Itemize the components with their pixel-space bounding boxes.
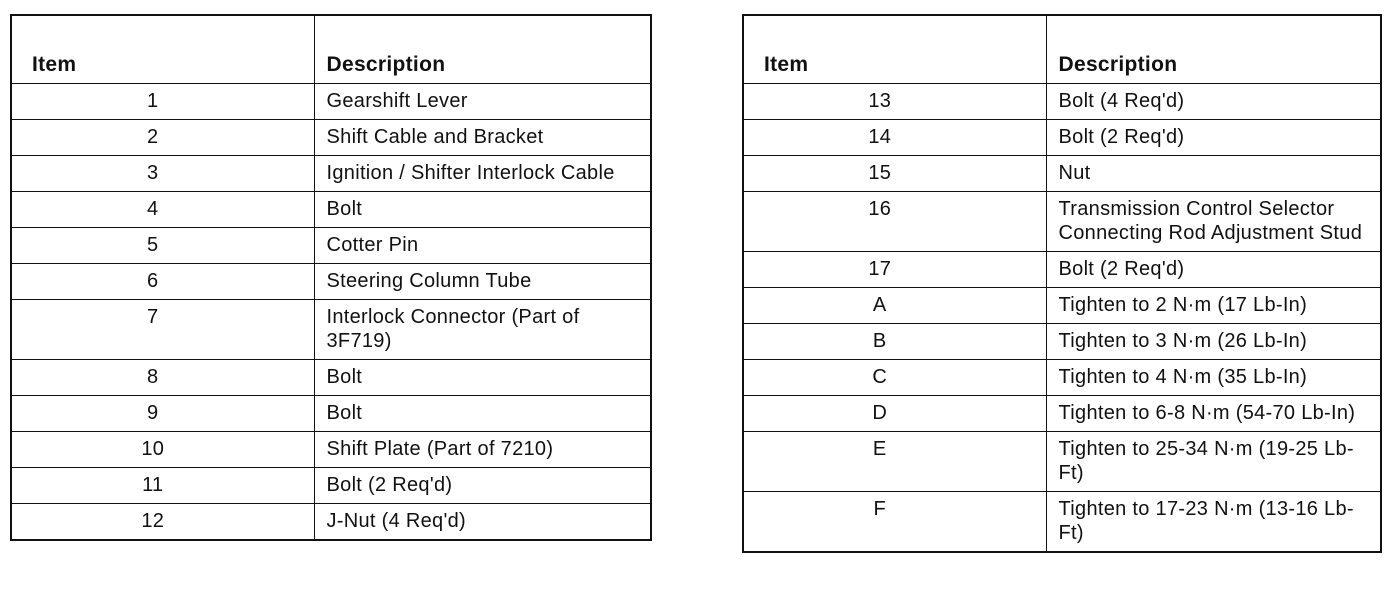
item-number: F bbox=[743, 491, 1046, 552]
parts-table-left bbox=[10, 14, 652, 541]
item-description: J-Nut (4 Req'd) bbox=[314, 503, 651, 540]
item-description: Cotter Pin bbox=[314, 227, 651, 263]
table-row bbox=[743, 251, 1381, 287]
item-description: Bolt (2 Req'd) bbox=[1046, 119, 1381, 155]
item-number: 12 bbox=[11, 503, 314, 540]
table-row bbox=[11, 467, 651, 503]
item-description: Bolt (2 Req'd) bbox=[314, 467, 651, 503]
item-description: Tighten to 4 N·m (35 Lb-In) bbox=[1046, 359, 1381, 395]
item-number: 9 bbox=[11, 395, 314, 431]
table-row bbox=[743, 359, 1381, 395]
table-row bbox=[743, 395, 1381, 431]
table-row bbox=[11, 431, 651, 467]
item-description: Bolt (2 Req'd) bbox=[1046, 251, 1381, 287]
item-description: Interlock Connector (Part of 3F719) bbox=[314, 299, 651, 359]
item-description: Tighten to 17-23 N·m (13-16 Lb-Ft) bbox=[1046, 491, 1381, 552]
item-column-header: Item bbox=[11, 15, 314, 83]
item-number: E bbox=[743, 431, 1046, 491]
item-number: D bbox=[743, 395, 1046, 431]
item-number: 2 bbox=[11, 119, 314, 155]
description-column-header: Description bbox=[1046, 15, 1381, 83]
table-row bbox=[11, 227, 651, 263]
item-number: 10 bbox=[11, 431, 314, 467]
item-description: Gearshift Lever bbox=[314, 83, 651, 119]
table-row bbox=[743, 119, 1381, 155]
item-description: Shift Plate (Part of 7210) bbox=[314, 431, 651, 467]
table-row bbox=[11, 395, 651, 431]
item-number: 1 bbox=[11, 83, 314, 119]
item-description: Shift Cable and Bracket bbox=[314, 119, 651, 155]
item-number: A bbox=[743, 287, 1046, 323]
item-number: 14 bbox=[743, 119, 1046, 155]
description-column-header: Description bbox=[314, 15, 651, 83]
item-number: B bbox=[743, 323, 1046, 359]
table-row bbox=[743, 287, 1381, 323]
table-row bbox=[11, 263, 651, 299]
item-number: 11 bbox=[11, 467, 314, 503]
table-row bbox=[743, 83, 1381, 119]
table-row bbox=[11, 299, 651, 359]
item-description: Ignition / Shifter Interlock Cable bbox=[314, 155, 651, 191]
item-description: Tighten to 3 N·m (26 Lb-In) bbox=[1046, 323, 1381, 359]
item-description: Bolt (4 Req'd) bbox=[1046, 83, 1381, 119]
header-row bbox=[11, 15, 651, 83]
item-number: 6 bbox=[11, 263, 314, 299]
item-description: Tighten to 2 N·m (17 Lb-In) bbox=[1046, 287, 1381, 323]
item-number: 8 bbox=[11, 359, 314, 395]
item-number: 13 bbox=[743, 83, 1046, 119]
table-row bbox=[743, 491, 1381, 552]
table-row bbox=[11, 119, 651, 155]
item-description: Bolt bbox=[314, 395, 651, 431]
item-description: Nut bbox=[1046, 155, 1381, 191]
item-number: 3 bbox=[11, 155, 314, 191]
header-row bbox=[743, 15, 1381, 83]
item-description: Tighten to 25-34 N·m (19-25 Lb-Ft) bbox=[1046, 431, 1381, 491]
parts-table-right bbox=[742, 14, 1382, 553]
table-row bbox=[11, 155, 651, 191]
item-number: 4 bbox=[11, 191, 314, 227]
item-number: 5 bbox=[11, 227, 314, 263]
table-row bbox=[11, 83, 651, 119]
table-row bbox=[11, 191, 651, 227]
item-column-header: Item bbox=[743, 15, 1046, 83]
item-number: 16 bbox=[743, 191, 1046, 251]
item-number: C bbox=[743, 359, 1046, 395]
item-description: Steering Column Tube bbox=[314, 263, 651, 299]
table-row bbox=[11, 359, 651, 395]
item-description: Bolt bbox=[314, 359, 651, 395]
table-row bbox=[743, 323, 1381, 359]
item-description: Bolt bbox=[314, 191, 651, 227]
item-number: 17 bbox=[743, 251, 1046, 287]
table-row bbox=[743, 155, 1381, 191]
table-row bbox=[743, 191, 1381, 251]
item-number: 15 bbox=[743, 155, 1046, 191]
item-description: Transmission Control Selector Connecting Rod Adjustment Stud bbox=[1046, 191, 1381, 251]
table-row bbox=[11, 503, 651, 540]
table-row bbox=[743, 431, 1381, 491]
item-description: Tighten to 6-8 N·m (54-70 Lb-In) bbox=[1046, 395, 1381, 431]
item-number: 7 bbox=[11, 299, 314, 359]
